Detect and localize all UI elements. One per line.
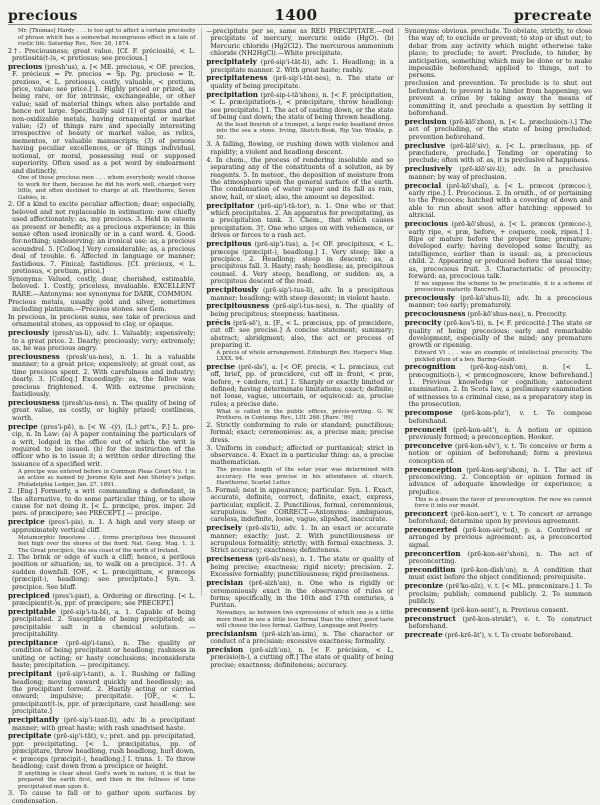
citation-quote: Mr. [Thomas] Hardy . . . is too apt to affect a certain preciosity of phrase which has a somewhat incongruous effect in a tale of rustic life. Saturday Rev., Nov. 28, 1874. bbox=[18, 28, 196, 47]
column-left bbox=[8, 28, 196, 805]
dictionary-entry bbox=[405, 510, 592, 526]
dictionary-entry bbox=[405, 409, 592, 425]
definition-text: (prē-klō'siv), a. [< L. præclusus, pp. of præcludere, preclude.] Tending or operating to preclude; often with of. as, it is preclusive of happiness. bbox=[408, 141, 592, 165]
citation-quote: Metamorphic limestone . . . forms precipitous two thousand feet high over the shores of the fiord. Nat. Geog. Mag. 1. 3. The Great precipice, the sea coast of the north of Ireland. bbox=[18, 534, 196, 554]
definition-text: (prē-kon-sert'), v. t. To concert or arrange beforehand; determine upon by previous agreement. bbox=[408, 509, 592, 526]
citation-quote: What is called in the public offices, précis-writing. G. W. Prothero, in Contemp. Rev., LIII. 268. [Rare. '99] bbox=[216, 408, 394, 422]
headword: precipitance bbox=[8, 638, 58, 648]
headword: preconceit bbox=[404, 424, 447, 434]
citation-quote: One of those precious men . . . whom everybody would choose to work for them, because he did his work well, charged very little, and often declined to charge at all. Hawthorne, Seven Gables, ix. bbox=[18, 175, 196, 201]
dictionary-entry bbox=[206, 555, 393, 578]
citation-quote: This is a dream the favor of preconception. For now we cannot force it into our mould. bbox=[414, 496, 592, 510]
dictionary-entry bbox=[405, 182, 592, 220]
definition-text: (prē-sizh'an), n. One who is rigidly or ceremoniously exact in the observance of rules or forms; specifically, in the 16th and 17th centuries, a Puritan. bbox=[210, 579, 394, 610]
headword: preconcertion bbox=[404, 548, 461, 558]
headword: precipitously bbox=[206, 285, 259, 295]
headword: preclusion bbox=[404, 116, 447, 126]
headword: precipice bbox=[8, 517, 45, 527]
definition-text: (prē-sip'i-tāt-li), adv. 1. Headlong; in a precipitate manner. 2. With great haste; rashly. bbox=[210, 58, 394, 74]
citation-quote: The precise length of the solar year was determined with accuracy. He was precise in his attendance at church. Hawthorne, Scarlet Letter. bbox=[216, 467, 394, 487]
citation-quote: At the loud flourish of a trumpet, a large rocky headland drove into the sea a stone. Irving, Sketch-Book, Rip Van Winkle, p. 50. bbox=[216, 121, 394, 141]
definition-text: —precipitate per se, same as RED PRECIPITATE.—red precipitate of mercury, mercuric oxide (HgO). (b) Mercuric chloride (Hg2Cl2). The mercurous ammonium chloride (NH2HgCl).—White precipitate. bbox=[206, 27, 394, 58]
definition-text: (prē-sīs'nes), n. 1. The state or quality of being precise; exactness; rigid nicety; precision. 2. Excessive formality; punctiliousness; rigid preciseness. bbox=[210, 555, 394, 579]
definition-text: (prē-sip'i-tāt-nes), n. The state or quality of being precipitate. bbox=[210, 74, 394, 90]
definition-text: (prē-sip'i-ta-bl), a. 1. Capable of being precipitated. 2. Susceptible of being precipitated; as precipitable salt in a chemical solution. — precipitability. bbox=[12, 607, 196, 639]
definition-text: Synonyms: obvious. preclude. To obviate, strictly, to close the way of; to exclude or prevent; to stop or shut out; to debar from any activity which might otherwise take place; to preclude; to avert. Preclude, to hinder, by anticipation, something which may be done or to make impossible beforehand; applied to things, not to persons. bbox=[404, 27, 592, 80]
definition-text: (pres'i-pē), n. [< W. -(ý), (L.) prt's., F.] L. pre-cip, n. In Law: (a) A paper containing the particulars of a writ, lodged in the office out of which the writ is required to be issued. (b) for the instruction of the officer who is to issue it; a written order directing the issuance of a specified writ. bbox=[12, 422, 196, 468]
dictionary-entry bbox=[8, 592, 195, 608]
dictionary-entry bbox=[405, 426, 592, 442]
headword: precognition bbox=[404, 362, 456, 372]
dictionary-entry bbox=[206, 302, 393, 318]
headword: precociously bbox=[404, 292, 455, 302]
dictionary-entry bbox=[8, 329, 195, 352]
dictionary-entry bbox=[206, 286, 393, 302]
definition-text: (prē-sip'i-tus), a. [< OF. precipiteux, < L. præceps (præcipit-), headlong.] 1. Very steep; like a precipice. 2. Headlong; steep in descent; as, a precipitous fall. 3. Hasty; rash; heedless; as, precipitous counsel. 4. Very steep, headlong, or sudden: as, a precipitous descent of the road. bbox=[210, 240, 394, 286]
dictionary-entry bbox=[405, 582, 592, 605]
definition-text: 2. Strictly conforming to rule or standard; punctilious; formal; exact; ceremonious: as, a precise man; precise dress. bbox=[206, 420, 394, 444]
definition-text: (prē-kom-pōz'), v. t. To compose beforehand. bbox=[408, 409, 592, 425]
dictionary-entry bbox=[206, 157, 393, 201]
definition-text: 4. In chem., the process of rendering insoluble and so separating any of the constituents of a solution, as by reagents. 5. In meteor., the deposition of moisture from the atmosphere upon the general surface of the earth. The condensation of water vapor and its fall as rain, snow, hail, or sleet; also, the amount so deposited. bbox=[206, 155, 394, 201]
dictionary-entry bbox=[405, 294, 592, 310]
dictionary-entry bbox=[206, 646, 393, 669]
dictionary-entry bbox=[8, 639, 195, 670]
definition-text: (prē-kon-sėr'shon), n. The act of preconcerting. bbox=[408, 549, 592, 566]
dictionary-entry bbox=[8, 554, 195, 591]
headword: precompose bbox=[404, 408, 453, 418]
headword: precondition bbox=[404, 565, 456, 574]
dictionary-entry bbox=[206, 28, 393, 58]
column-middle bbox=[201, 27, 398, 669]
dictionary-entry bbox=[206, 363, 393, 408]
definition-text: (pres'i-pist), a. Ordering or directing. [< L. præcipient(t-)s, ppr. of præcipere, see PRECEPT.] bbox=[12, 591, 196, 607]
dictionary-entry bbox=[206, 487, 393, 524]
dictionary-entry bbox=[8, 608, 195, 639]
dictionary-entry bbox=[8, 299, 195, 314]
definition-text: 3. To cause to fall or to gather upon surfaces by condensation. bbox=[8, 789, 196, 805]
dictionary-entry bbox=[8, 276, 195, 298]
definition-text: 2. Of a kind to excite peculiar affection; dear; especially, beloved and not replaceable in estimation: now chiefly used affectionately: as, my precious. 3. Held in esteem as present or benefit; as a precious experience; in this sense often used ironically or in a cant word. 4. Good-for-nothing; undeserving; an ironical use: as, a precious scoundrel. 5. [Colloq.] Very considerable; as, a precious deal of trouble. 6. Affected in language or manner; fastidious. 7. Finical; fastidious. [Cf. précieux, < L. pretiosus, < pretium, price.] bbox=[8, 200, 196, 276]
headword: preconstruct bbox=[404, 613, 456, 623]
dictionary-entry bbox=[206, 524, 393, 555]
definition-text: (prē-klō'zhon), n. [< L. præclusio(n-).] The act of precluding, or the state of being precluded; prevention beforehand. bbox=[408, 117, 592, 141]
definition-text: (prē-sip'i-tans), n. The quality or condition of being precipitant or headlong; rashness in uniting or acting; or hasty conclusions; inconsiderate haste; precipitation. — precipitancy. bbox=[12, 639, 196, 670]
definition-text: (prē-kō'shus), a. [< L. præcox (præcoc-), early ripe, < præ, before, + coquere, cook, ripen.] 1. Ripe or mature before the proper time; premature; developed early; having developed some faculty, as intelligence, earlier than is usual: as, a precocious child. 2. Appearing or produced before the usual time; as, precocious fruit. 3. Characteristic of precocity; forward: as, precocious talk. bbox=[408, 220, 592, 280]
definition-text: (prē-sīs'), a. [< OF. precis, < L. præcisus, cut off, brief, pp. of præcidere, cut off in front, < præ, before, + cædere, cut.] 1. Sharply or exactly limited or defined; having determinate limitations; exact; definite; not loose, vague, uncertain, or equivocal: as, precise rules; a precise date. bbox=[210, 362, 394, 408]
headword: precipitant bbox=[8, 669, 53, 679]
dictionary-entry bbox=[8, 353, 195, 398]
citation-quote: If anything is clear about God's work in nature, it is that he prepared the earth first, and then in the fullness of time precipitated man upon it. bbox=[18, 770, 196, 790]
dictionary-entry bbox=[8, 63, 195, 175]
dictionary-entry bbox=[8, 670, 195, 715]
citation-quote: Nowadays, as between two expressions of which one is a little more fixed in use a little less formal than the other, good taste will choose the less formal. Gaffney, Language and Poetry. bbox=[216, 610, 394, 630]
headword: precipitately bbox=[206, 57, 257, 67]
headword: precocious bbox=[404, 219, 448, 229]
definition-text: Synonyms: Valued, costly, dear, cherished, estimable, beloved. 1. Costly, priceless, invaluable. EXCELLENT RARE.—Antonyms: see synonyms for DARK, COMMON. bbox=[8, 274, 196, 298]
headword: precipitous bbox=[206, 239, 252, 249]
headword: preciously bbox=[8, 328, 49, 338]
dictionary-entry bbox=[405, 80, 592, 117]
dictionary-entry bbox=[206, 579, 393, 610]
definition-text: (prē-sip'i-tant-li), adv. In a precipitant manner; with great haste; with rash unadvised haste. bbox=[12, 716, 196, 732]
definition-text: (prē-kō'shal), a. [< L. præcox (præcoc-), early ripe.] 1. Precocious. 2. In ornith., of or pertaining to the Præcoces; hatched with a covering of down and able to run about soon after hatching: opposed to altricial. bbox=[408, 181, 592, 220]
definition-text: (prē-kog-nish'on), n. [< L. præcognitio(n-), < præcognoscere, know beforehand.] 1. Previous knowledge or cognition; antecedent examination. 2. In Scots law, a preliminary examination of witnesses to a criminal case, as a preparatory step in the prosecution. bbox=[408, 363, 592, 409]
headword: precreate bbox=[404, 630, 443, 640]
definition-text: 3. A falling, flowing, or rushing down with violence and rapidity; a violent and headlong descent. bbox=[206, 140, 394, 156]
definition-text: (prē-sip-i-tā'shon), n. [< F. précipitation, < L. præcipitatio(n-), < præcipitare, throw headlong: see precipitate.] 1. The act of casting down, or the state of being cast down; the state of being thrown headlong. bbox=[210, 90, 394, 121]
definition-text: (prē'ko-nīz), v. t. [< ML. præconizare.] 1. To proclaim; publish; commend publicly. 2. To summon publicly. bbox=[408, 582, 592, 606]
definition-text: preclusion and prevention. To preclude is to shut out beforehand; to prevent is to hinder from happening; we prevent a crime by taking away the means of committing it, and preclude a question by settling it beforehand. bbox=[404, 79, 592, 117]
dictionary-entry bbox=[405, 526, 592, 549]
definition-text: (prē-kō'shus-li), adv. In a precocious manner; too early; prematurely. bbox=[408, 293, 592, 310]
dictionary-entry bbox=[8, 399, 195, 422]
definition-text: (prē-kō'shus-nes), n. Precocity. bbox=[467, 310, 567, 319]
dictionary-entry bbox=[405, 631, 592, 639]
definition-text: 5. Formal; neat in appearance; particular. Syn. 1. Exact, accurate, definite, correct, definite, exact, express, particular, explicit. 2. Punctilious, formal, ceremonious, scrupulous. See CORRECT.—Antonyms: ambiguous, careless, indefinite, loose, vague, slipshod, inaccurate. bbox=[206, 485, 394, 524]
dictionary-entry bbox=[8, 716, 195, 732]
headword: precipitantly bbox=[8, 715, 60, 725]
dictionary-entry bbox=[405, 566, 592, 582]
headword: precocity bbox=[404, 318, 442, 328]
definition-text: 3. Uniform in conduct; affected or puritanical; strict in observance. 4. Exact in a particular thing: as, a precise mathematician. bbox=[206, 443, 394, 467]
definition-text: (prā-sē'), n. [F., < L. præcisus, pp. of præcidere, cut off: see precise.] A concise statement; summary; abstract; abridgment; also, the act or process of preparing it. bbox=[210, 318, 394, 349]
dictionary-entry bbox=[206, 91, 393, 122]
definition-text: (prē-sip'i-tāt), v.; pret. and pp. precipitated, ppr. precipitating. [< L. præcipitatus, pp. of præcipitare, throw headlong, rush headlong, hurl down, < præceps (præcipit-), headlong.] I. trans. 1. To throw headlong; cast down from a precipice or height. bbox=[12, 732, 196, 771]
headword: precise bbox=[206, 361, 236, 371]
headword: précis bbox=[206, 317, 231, 327]
citation-quote: A precipe was entered before in Common Pleas Court No. 1 in an action as named by Jerome Kyle and Ann Shirley's judge. Philadelphia Ledger, Jan. 27, 1891. bbox=[18, 468, 196, 488]
dictionary-entry bbox=[8, 732, 195, 770]
definition-text: 2. The brink or edge of such a cliff; hence, a perilous position or situation; as, to walk on a precipice. 3†. A sudden downfall. [OF., < L. præcipitium, < præceps (præcipit-), headlong: see precipitate.] Syn. 3. precipice. See bluff. bbox=[8, 553, 196, 591]
dictionary-entry bbox=[405, 550, 592, 566]
headword: precisian bbox=[206, 578, 243, 588]
definition-text: (prē-sīs'li), adv. 1. In an exact or accurate manner; exactly; just. 2. With punctiliousness or scrupulous formality; strictly; with formal exactness. 3. Strict accuracy; exactness; definiteness. bbox=[210, 524, 394, 555]
dictionary-entry bbox=[8, 423, 195, 468]
columns bbox=[8, 27, 592, 805]
dictionary-entry bbox=[206, 141, 393, 156]
dictionary-entry bbox=[206, 445, 393, 467]
dictionary-entry bbox=[405, 319, 592, 350]
dictionary-entry bbox=[8, 488, 195, 518]
definition-text: (prē-sip'i-tā-tor), n. 1. One who or that which precipitates. 2. An apparatus for precipitating, as a precipitation tank. 3. Chem., that which causes precipitation. 3†. One who urges on with vehemence, or drives or forces to a rash act. bbox=[210, 201, 394, 240]
headword: preciousness bbox=[8, 397, 60, 407]
definition-text: (prē-kon-strukt'), v. t. To construct beforehand. bbox=[408, 614, 592, 631]
headword: preconcert bbox=[404, 508, 448, 518]
definition-text: (pres'i-pis), n. 1. A high and very steep or approximately vertical cliff. bbox=[12, 518, 196, 534]
definition-text: (presh'us-li), adv. 1. Valuably; expensively; to a great price. 2. Dearly; preciously; very; extremely; as, he was precious angry. bbox=[12, 329, 196, 353]
headword: precipitate bbox=[8, 731, 52, 741]
dictionary-entry bbox=[206, 319, 393, 350]
citation-quote: Edward VI . . . was an example of intellectual precocity. The pickled plum of a boy. Baring-Gould. bbox=[414, 350, 592, 363]
dictionary-entry bbox=[206, 630, 393, 646]
dictionary-entry bbox=[8, 790, 195, 805]
left-guide-word: precious bbox=[8, 8, 78, 24]
definition-text: (prē-sip'i-tus-li), adv. In a precipitous manner; headlong; with steep descent; in violent haste. bbox=[210, 286, 394, 302]
headword: precipitateness bbox=[206, 73, 268, 83]
headword: preciousness bbox=[8, 352, 60, 362]
right-guide-word: precreate bbox=[513, 8, 592, 24]
headword: precipitousness bbox=[206, 301, 270, 311]
definition-text: (prē-sizh'an-izm), n. The character or conduct of a precisian; excessive exactness; formality. bbox=[210, 629, 394, 646]
headword: preconcerted bbox=[404, 524, 458, 534]
definition-text: (prē-kos'i-ti), n. [< F. précocité.] The state or quality of being precocious; early and remarkable development, especially of the mind; any premature growth or ripening. bbox=[408, 319, 592, 350]
column-right bbox=[404, 27, 592, 640]
dictionary-entry bbox=[405, 466, 592, 497]
definition-text: (presh'us), a. [< ME. precious, < OF. precios, F. précieux = Pr. precios = Sp. Pg. precioso = It. prezioso, < L. pretiosus, costly, valuable, < pretium, price, value: see price.] 1. Highly priced or prized, as being rare, or for intrinsic, exchangeable, or other value; said of material things when also portable and hence not large. Specifically said (1) of gems and the non-oxidizable metals, having ornamental or market value; (2) of things rare and specially interesting irrespective of beauty or market value, as relics, mementos, or valuable manuscripts; (3) of persons having peculiar excellences, or of things individual, notional, or moral, possessing real or supposed superiority. Often used as a pet word by endearment and distinctly. bbox=[12, 62, 196, 175]
page-number: 1400 bbox=[274, 6, 318, 24]
headword: precipitator bbox=[206, 200, 254, 210]
headword: precipe bbox=[8, 421, 38, 431]
dictionary-entry bbox=[8, 518, 195, 534]
headword: preciseness bbox=[206, 554, 253, 564]
headword: precipitable bbox=[8, 606, 56, 616]
definition-text: (prē-krē-āt'), v. t. To create beforehand. bbox=[444, 631, 573, 640]
definition-text: (prē-kon-dish'on), n. A condition that must exist before the object conditioned; prerequisite. bbox=[408, 566, 592, 582]
headword: precocial bbox=[404, 180, 442, 190]
dictionary-entry bbox=[405, 442, 592, 465]
definition-text: (presh'us-nes), n. The quality of being of great value, as costly, or highly prized; costliness, worth. bbox=[12, 398, 196, 422]
definition-text: Precious metals, usually gold and silver, sometimes including platinum.—Precious stones. see Gem. bbox=[8, 297, 196, 314]
dictionary-entry bbox=[405, 220, 592, 280]
headword: preconceive bbox=[404, 440, 453, 450]
headword: precipitation bbox=[206, 89, 258, 99]
definition-text: 2. [Eng.] Formerly, a writ commanding a defendant, in the alternative, to do some particular thing, or to show cause for not doing it. [< L. præcipe, pres. imper. 2d pers. of præcipere; see PRECEPT.] — precipe. bbox=[8, 487, 196, 518]
headword: precision bbox=[206, 645, 244, 655]
dictionary-entry bbox=[405, 165, 592, 181]
definition-text: (prē-kon-sent'), n. Previous consent. bbox=[451, 606, 569, 615]
dictionary-entry bbox=[206, 74, 393, 90]
dictionary-entry bbox=[405, 118, 592, 141]
definition-text: (presh'us-nes), n. 1. In a valuable manner; to a great price; expensively; at great cost, as time precious spent. 2. With carefulness and industry; dearly. 3. [Colloq.] Exceedingly: as, the fellow was precious frightened. 4. With extreme precision; fastidiously. bbox=[12, 353, 196, 399]
headword: preconize bbox=[404, 581, 444, 591]
dictionary-entry bbox=[8, 48, 195, 63]
headword: precious bbox=[8, 61, 43, 71]
headword: preconception bbox=[404, 464, 462, 474]
definition-text: (prē-sip'i-tant), a. 1. Rushing or falling headlong; moving onward quickly and heedlessly; as, the precipitant torrent. 2. Hastily acting or carried onward; impulsive; precipitate. [OF., < L. præcipitant(t-)s, ppr. of præcipitare, cast headlong: see precipitate.] bbox=[12, 670, 196, 716]
definition-text: (prē-klō'siv-li), adv. In a preclusive manner; by way of preclusion. bbox=[408, 165, 592, 181]
dictionary-entry bbox=[206, 240, 393, 285]
dictionary-entry bbox=[8, 314, 195, 329]
headword: precipiced bbox=[8, 590, 50, 600]
dictionary-entry bbox=[405, 363, 592, 408]
dictionary-entry bbox=[206, 58, 393, 74]
definition-text: (prē-kon-sėr'ted), p. a. Contrived or arranged by previous agreement: as, a preconcerted signal. bbox=[408, 525, 592, 549]
headword: precociousness bbox=[404, 309, 466, 319]
dictionary-entry bbox=[405, 142, 592, 165]
headword: precisianism bbox=[206, 628, 258, 638]
dictionary-entry bbox=[405, 615, 592, 631]
headword: preconsent bbox=[404, 605, 450, 615]
dictionary-entry bbox=[206, 202, 393, 240]
dictionary-entry bbox=[8, 201, 195, 275]
definition-text: (prē-sip'i-tus-nes), n. The quality of being precipitous; steepness; hastiness. bbox=[210, 302, 394, 318]
definition-text: (prē-kon-sēt'), n. A notion or opinion previously formed; a preconception. Hooker. bbox=[408, 425, 592, 441]
citation-quote: A précis of whole arrangement. Edinburgh Rev. Harper's Mag. LXXX. 94. bbox=[216, 349, 394, 363]
dictionary-entry bbox=[206, 422, 393, 444]
dictionary-entry bbox=[405, 28, 592, 80]
definition-text: (prē-kon-sēv'), v. t. To conceive or form a notion or opinion of beforehand; form a previous conception of. bbox=[408, 441, 592, 465]
page-header bbox=[8, 6, 592, 25]
headword: precisely bbox=[206, 523, 242, 533]
headword: preclusively bbox=[404, 164, 453, 174]
definition-text: (prē-kon-sep'shon), n. 1. The act of preconceiving. 2. Conception or opinion formed in advance of adequate knowledge or experience; a prejudice. bbox=[408, 465, 592, 496]
definition-text: (prē-sizh'on), n. [< F. précision, < L. præcisio(n-), a cutting off.] The state or quality of being precise; exactness; definiteness; accuracy. bbox=[210, 646, 394, 669]
definition-text: 2†. Preciousness; great value. [Cf. F. préciosité, < L. pretiositá(t-)s, < pretiosus; see precious.] bbox=[8, 46, 196, 62]
citation-quote: If we suppose the scheme to be practicable, it is a scheme of precocious maturity. Bancroft. bbox=[414, 280, 592, 294]
headword: preclusive bbox=[404, 140, 446, 150]
definition-text: In precious, in precious sums, see take of precious and ornamental stones, as opposed to clay, or opaque. bbox=[8, 313, 196, 329]
